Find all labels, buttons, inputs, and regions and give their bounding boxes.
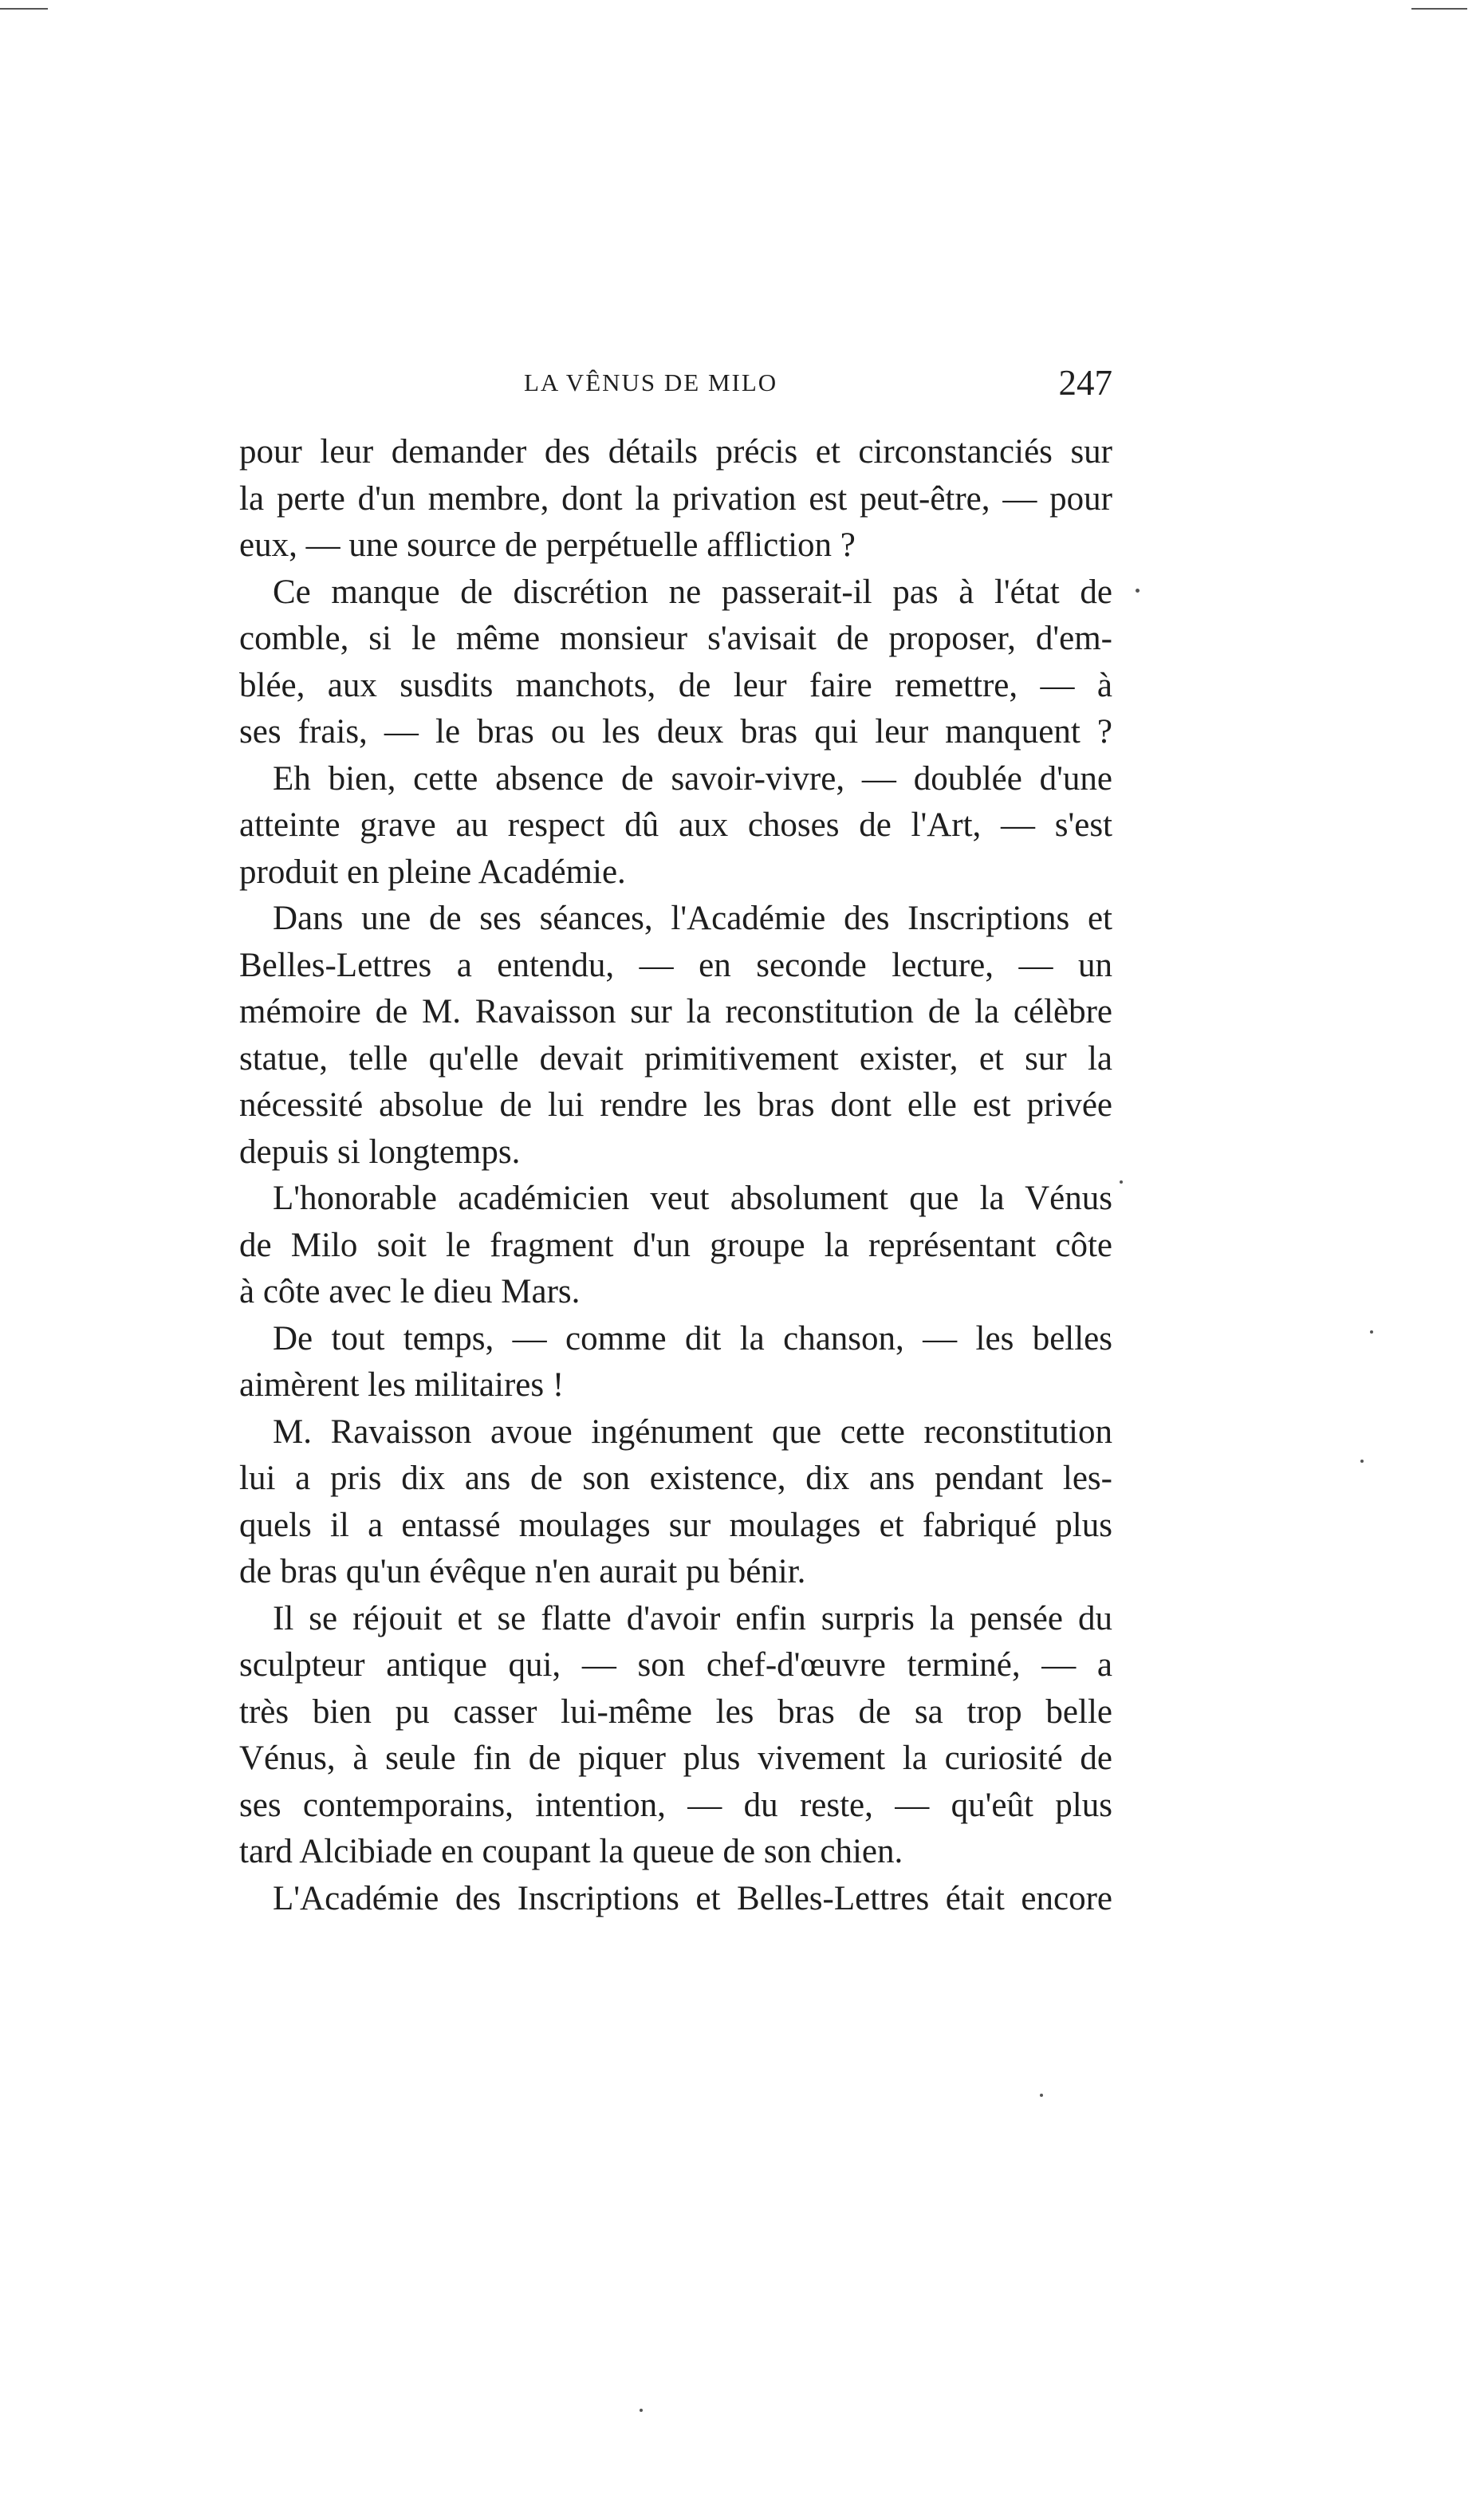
scan-speck [1040, 2094, 1043, 2097]
text-line: à côte avec le dieu Mars. [239, 1273, 581, 1310]
text-line: blée, aux susdits manchots, de leur faire remettre, — à [239, 666, 1112, 704]
text-line: aimèrent les militaires ! [239, 1366, 565, 1404]
text-line: eux, — une source de perpétuelle affliction ? [239, 526, 856, 564]
text-line: mémoire de M. Ravaisson sur la reconstitution de la célèbre [239, 993, 1112, 1030]
text-line: L'Académie des Inscriptions et Belles-Lettres était encore [273, 1879, 1112, 1917]
text-line: depuis si longtemps. [239, 1133, 521, 1171]
scan-speck [1370, 1330, 1373, 1334]
text-line: statue, telle qu'elle devait primitivement exister, et sur la [239, 1039, 1112, 1078]
text-line: quels il a entassé moulages sur moulages et fabriqué plus [239, 1506, 1112, 1544]
text-line: lui a pris dix ans de son existence, dix ans pendant les- [239, 1460, 1112, 1497]
text-line: ses frais, — le bras ou les deux bras qui leur manquent ? [239, 713, 1112, 751]
text-line: la perte d'un membre, dont la privation est peut-être, — pour [239, 479, 1112, 518]
text-line: De tout temps, — comme dit la chanson, — les belles [273, 1319, 1112, 1357]
page-number: 247 [1058, 363, 1112, 403]
scan-speck [1360, 1460, 1364, 1463]
text-line: produit en pleine Académie. [239, 853, 626, 891]
text-line: Eh bien, cette absence de savoir-vivre, — doublée d'une [273, 759, 1112, 798]
running-title: LA VÊNUS DE MILO [524, 368, 778, 396]
text-line: Ce manque de discrétion ne passerait-il pas à l'état de [273, 573, 1112, 611]
text-line: ses contemporains, intention, — du reste, — qu'eût plus [239, 1786, 1112, 1824]
text-line: Il se réjouit et se flatte d'avoir enfin surpris la pensée du [273, 1599, 1112, 1637]
text-line: Dans une de ses séances, l'Académie des Inscriptions et [273, 900, 1112, 937]
text-line: de bras qu'un évêque n'en aurait pu bénir. [239, 1553, 806, 1590]
text-line: M. Ravaisson avoue ingénument que cette reconstitution [273, 1413, 1112, 1451]
text-line: comble, si le même monsieur s'avisait de proposer, d'em- [239, 620, 1112, 657]
text-line: Belles-Lettres a entendu, — en seconde lecture, — un [239, 946, 1112, 984]
text-line: Vénus, à seule fin de piquer plus vivement la curiosité de [239, 1740, 1112, 1777]
scan-speck [1120, 1180, 1123, 1184]
text-line: L'honorable académicien veut absolument que la Vénus [273, 1180, 1112, 1217]
text-line: nécessité absolue de lui rendre les bras dont elle est privée [239, 1086, 1112, 1124]
scan-edge-mark-top-left [0, 8, 48, 10]
text-line: pour leur demander des détails précis et circonstanciés sur [239, 433, 1112, 471]
text-line: atteinte grave au respect dû aux choses de l'Art, — s'est [239, 806, 1112, 844]
body-text [239, 429, 1112, 1922]
running-head [239, 365, 1112, 413]
scan-speck [640, 2409, 643, 2412]
scan-edge-mark-top-right [1411, 8, 1467, 10]
text-line: tard Alcibiade en coupant la queue de son chien. [239, 1833, 903, 1870]
text-line: très bien pu casser lui-même les bras de sa trop belle [239, 1692, 1112, 1731]
text-line: sculpteur antique qui, — son chef-d'œuvre terminé, — a [239, 1646, 1112, 1684]
scan-speck [1136, 589, 1140, 593]
text-line: de Milo soit le fragment d'un groupe la représentant côte [239, 1226, 1112, 1264]
